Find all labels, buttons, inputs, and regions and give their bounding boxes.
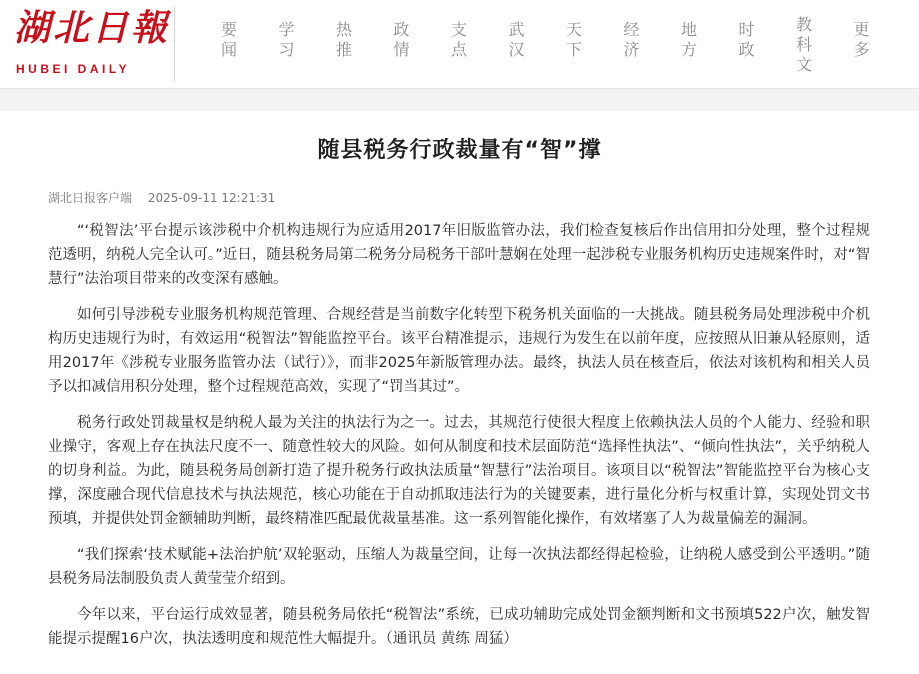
site-header <box>0 0 919 89</box>
nav-item[interactable] <box>833 20 891 60</box>
article-paragraph: 今年以来，平台运行成效显著，随县税务局依托“税智法”系统，已成功辅助完成处罚金额判断和文书预填522户次，触发智能提示提醒16户次，执法透明度和规范性大幅提升。（通讯员 黄练 周猛） <box>48 607 870 647</box>
nav-item-char: 经 <box>623 20 640 39</box>
logo-chinese-text: 湖北日報 <box>14 7 171 49</box>
nav-item-char: 地 <box>680 20 697 39</box>
nav-item-char: 政 <box>738 40 755 59</box>
main-nav <box>200 0 919 88</box>
nav-item-char: 情 <box>393 40 410 59</box>
nav-item-char: 支 <box>450 20 467 39</box>
article-paragraph: “‘税智法’平台提示该涉税中介机构违规行为应适用2017年旧版监管办法，我们检查复核后作出信用扣分处理，整个过程规范透明，纳税人完全认可。”近日，随县税务局第二税务分局税务干部叶慧娴在处理一起涉税专业服务机构历史违规案件时，对“智慧行”法治项目带来的改变深有感触。 <box>48 223 870 287</box>
nav-item-char: 学 <box>278 20 295 39</box>
nav-item-char: 推 <box>335 40 352 59</box>
nav-item-char: 方 <box>680 40 697 59</box>
nav-item[interactable] <box>718 20 776 60</box>
nav-item[interactable] <box>200 20 258 60</box>
nav-item-char: 点 <box>450 40 467 59</box>
nav-item-char: 多 <box>853 40 870 59</box>
hubei-daily-logo[interactable] <box>14 6 171 82</box>
nav-item-char: 济 <box>623 40 640 59</box>
nav-item[interactable] <box>315 20 373 60</box>
article-paragraph: 如何引导涉税专业服务机构规范管理、合规经营是当前数字化转型下税务机关面临的一大挑战。随县税务局处理涉税中介机构历史违规行为时，有效运用“税智法”智能监控平台。该平台精准提示，违规行为发生在以前年度，应按照从旧兼从轻原则，适用2017年《涉税专业服务监管办法（试行）》，而非2025年新版管理办法。最终，执法人员在核查后，依法对该机构和相关人员予以扣减信用积分处理，整个过程规范高效，实现了“罚当其过”。 <box>48 307 870 395</box>
nav-item-char: 更 <box>853 20 870 39</box>
nav-item-char: 要 <box>220 20 237 39</box>
nav-item[interactable] <box>545 20 603 60</box>
nav-item-char: 汉 <box>508 40 525 59</box>
nav-item[interactable] <box>373 20 431 60</box>
article-paragraph: “我们探索‘技术赋能+法治护航’双轮驱动，压缩人为裁量空间，让每一次执法都经得起检验，让纳税人感受到公平透明。”随县税务局法制股负责人黄莹莹介绍到。 <box>48 547 870 587</box>
article-datetime: 2025-09-11 12:21:31 <box>147 191 276 205</box>
nav-item-char: 教 <box>795 15 812 34</box>
nav-item-char: 天 <box>565 20 582 39</box>
nav-item[interactable] <box>775 15 833 75</box>
article-paragraph: 税务行政处罚裁量权是纳税人最为关注的执法行为之一。过去，其规范行使很大程度上依赖执法人员的个人能力、经验和职业操守，客观上存在执法尺度不一、随意性较大的风险。如何从制度和技术层面防范“选择性执法”、“倾向性执法”，关乎纳税人的切身利益。为此，随县税务局创新打造了提升税务行政执法质量“智慧行”法治项目。该项目以“税智法”智能监控平台为核心支撑，深度融合现代信息技术与执法规范，核心功能在于自动抓取违法行为的关键要素，进行量化分析与权重计算，实现处罚文书预填，并提供处罚金额辅助判断，最终精准匹配最优裁量基准。这一系列智能化操作，有效堵塞了人为裁量偏差的漏洞。 <box>48 415 870 527</box>
nav-item-char: 时 <box>738 20 755 39</box>
nav-item-char: 科 <box>795 35 812 54</box>
nav-item-char: 政 <box>393 20 410 39</box>
nav-item-char: 文 <box>795 55 812 74</box>
article-title: 随县税务行政裁量有“智”撑 <box>317 138 602 163</box>
header-divider <box>174 6 175 82</box>
nav-item[interactable] <box>488 20 546 60</box>
logo-english-text: HUBEI DAILY <box>16 62 131 76</box>
nav-item-char: 下 <box>565 40 582 59</box>
header-gap <box>0 89 919 111</box>
nav-item[interactable] <box>660 20 718 60</box>
nav-item-char: 闻 <box>220 40 237 59</box>
nav-item[interactable] <box>258 20 316 60</box>
nav-item-char: 习 <box>278 40 295 59</box>
nav-item[interactable] <box>430 20 488 60</box>
nav-item-char: 热 <box>335 20 352 39</box>
article-meta <box>48 189 275 206</box>
nav-item[interactable] <box>603 20 661 60</box>
article <box>0 111 919 674</box>
nav-item-char: 武 <box>508 20 525 39</box>
article-body <box>48 219 870 663</box>
article-source: 湖北日报客户端 <box>48 191 133 205</box>
